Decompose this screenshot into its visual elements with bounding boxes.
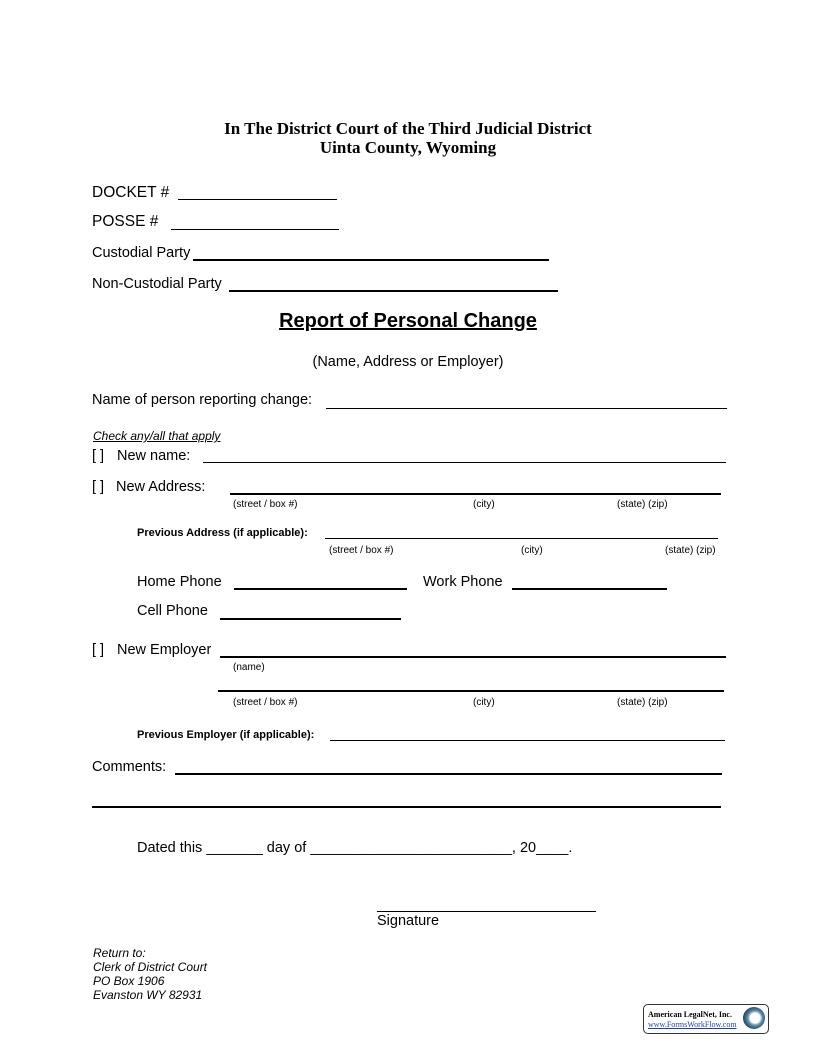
comments-label: Comments: [92,759,167,775]
docket-field[interactable] [178,199,337,200]
city-label: (city) [473,499,495,510]
globe-icon [743,1007,765,1029]
home-phone-label: Home Phone [137,574,222,590]
form-title: Report of Personal Change [279,310,537,332]
reporting-label: Name of person reporting change: [92,392,313,408]
dated-line: Dated this _______ day of _________________________, 20____. [137,840,573,856]
new-employer-name-field[interactable] [220,656,726,658]
signature-label: Signature [377,913,440,929]
previous-employer-field[interactable] [330,740,725,741]
posse-field[interactable] [171,229,339,230]
cell-phone-field[interactable] [220,618,401,620]
previous-address-label: Previous Address (if applicable): [137,527,308,539]
county-name: Uinta County, Wyoming [319,138,497,157]
work-phone-label: Work Phone [423,574,503,590]
return-to-label: Return to: [93,946,146,960]
reporting-field[interactable] [326,408,727,409]
cell-phone-label: Cell Phone [137,603,208,619]
comments-field[interactable] [175,773,722,775]
new-name-field[interactable] [203,462,726,463]
statezip-label: (state) (zip) [665,545,716,556]
employer-name-label: (name) [233,662,265,673]
new-address-field[interactable] [230,493,721,495]
check-note: Check any/all that apply [93,429,221,443]
legalnet-logo [643,1004,769,1034]
new-address-label: New Address: [116,479,206,495]
signature-field[interactable] [377,911,596,912]
street-label: (street / box #) [329,545,394,556]
statezip-label: (state) (zip) [617,697,668,708]
return-to-line: PO Box 1906 [93,974,165,988]
work-phone-field[interactable] [512,588,667,590]
custodial-label: Custodial Party [92,245,191,261]
new-address-checkbox[interactable]: [ ] [92,479,105,495]
posse-label: POSSE # [92,213,159,230]
docket-label: DOCKET # [92,184,170,201]
logo-name: American LegalNet, Inc. [648,1010,732,1019]
statezip-label: (state) (zip) [617,499,668,510]
non-custodial-label: Non-Custodial Party [92,276,222,292]
court-name: In The District Court of the Third Judicial District [224,119,592,138]
previous-employer-label: Previous Employer (if applicable): [137,729,315,741]
new-employer-address-field[interactable] [218,690,724,692]
street-label: (street / box #) [233,697,298,708]
return-to-line: Clerk of District Court [93,960,208,974]
new-employer-checkbox[interactable]: [ ] [92,642,105,658]
new-employer-label: New Employer [117,642,212,658]
street-label: (street / box #) [233,499,298,510]
form-subtitle: (Name, Address or Employer) [312,354,504,370]
non-custodial-field[interactable] [229,290,558,292]
new-name-checkbox[interactable]: [ ] [92,448,105,464]
home-phone-field[interactable] [234,588,407,590]
new-name-label: New name: [117,448,191,464]
custodial-field[interactable] [193,259,549,261]
city-label: (city) [521,545,543,556]
comments-field-2[interactable] [92,806,721,808]
city-label: (city) [473,697,495,708]
return-to-line: Evanston WY 82931 [93,988,203,1002]
logo-link[interactable]: www.FormsWorkFlow.com [648,1020,737,1029]
previous-address-field[interactable] [325,538,718,539]
